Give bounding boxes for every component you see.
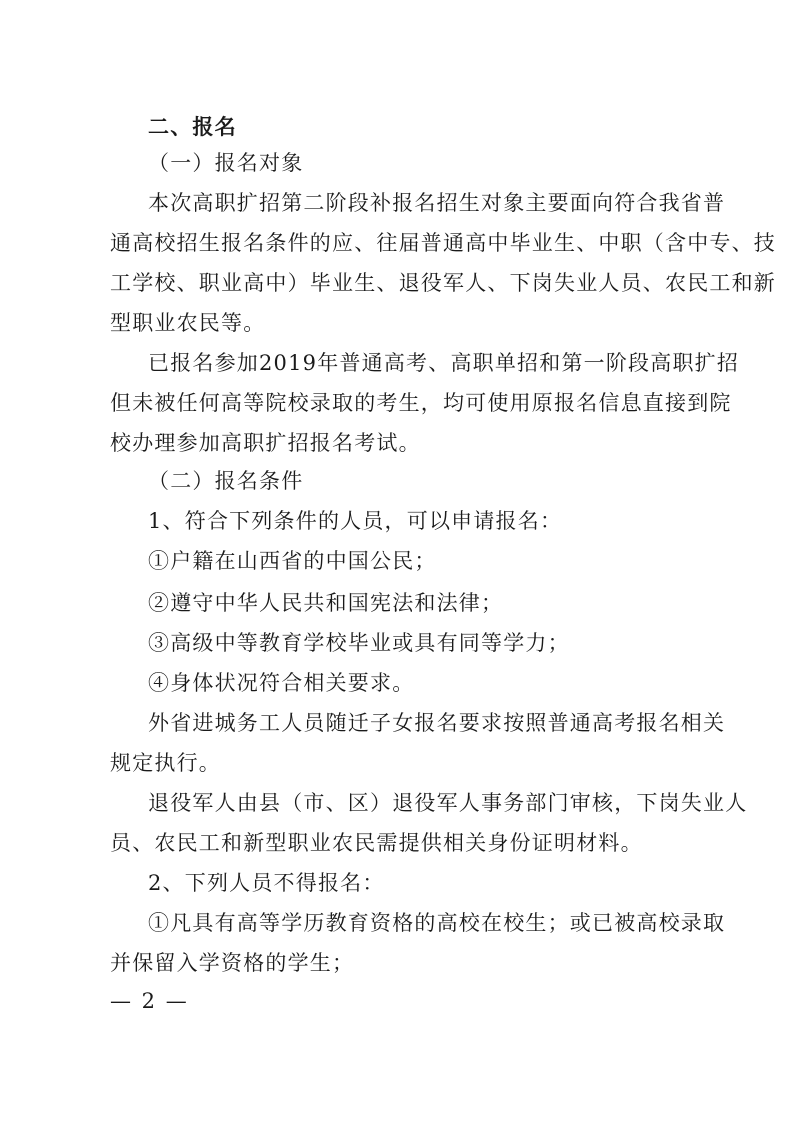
list-item: ④身体状况符合相关要求。 [148, 671, 415, 695]
list-item: 并保留入学资格的学生； [110, 951, 355, 975]
paragraph-line: 型职业农民等。 [110, 311, 266, 335]
subsection-heading: （一）报名对象 [148, 151, 304, 175]
paragraph-line: 本次高职扩招第二阶段补报名招生对象主要面向符合我省普 [148, 191, 726, 215]
list-item: ①户籍在山西省的中国公民； [148, 549, 437, 573]
paragraph-line: 外省进城务工人员随迁子女报名要求按照普通高考报名相关 [148, 711, 726, 735]
list-intro: 2、下列人员不得报名： [148, 871, 385, 895]
list-item: ①凡具有高等学历教育资格的高校在校生；或已被高校录取 [148, 911, 726, 935]
paragraph-line: 已报名参加2019年普通高考、高职单招和第一阶段高职扩招 [148, 351, 740, 375]
subsection-heading: （二）报名条件 [148, 469, 304, 493]
page-number: — 2 — [110, 989, 189, 1013]
paragraph-line: 退役军人由县（市、区）退役军人事务部门审核，下岗失业人 [148, 791, 748, 815]
paragraph-line: 但未被任何高等院校录取的考生，均可使用原报名信息直接到院 [110, 391, 732, 415]
section-heading: 二、报名 [148, 115, 237, 139]
paragraph-line: 校办理参加高职扩招报名考试。 [110, 431, 421, 455]
paragraph-line: 通高校招生报名条件的应、往届普通高中毕业生、中职（含中专、技 [110, 231, 776, 255]
list-intro: 1、符合下列条件的人员，可以申请报名： [148, 509, 563, 533]
paragraph-line: 员、农民工和新型职业农民需提供相关身份证明材料。 [110, 831, 643, 855]
list-item: ③高级中等教育学校毕业或具有同等学力； [148, 631, 570, 655]
list-item: ②遵守中华人民共和国宪法和法律； [148, 591, 504, 615]
paragraph-line: 工学校、职业高中）毕业生、退役军人、下岗失业人员、农民工和新 [110, 271, 776, 295]
paragraph-line: 规定执行。 [110, 751, 221, 775]
